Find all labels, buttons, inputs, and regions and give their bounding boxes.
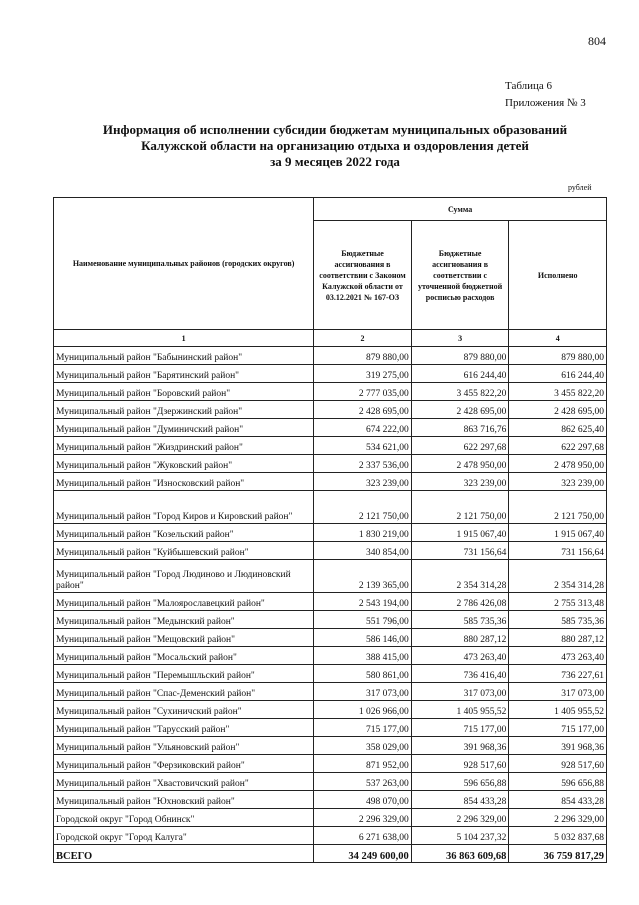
total-budget: 36 863 609,68	[411, 845, 509, 863]
district-name: Муниципальный район "Жиздринский район"	[54, 437, 314, 455]
district-name: Муниципальный район "Хвастовичский район"	[54, 773, 314, 791]
law-amount: 551 796,00	[314, 611, 412, 629]
table-row	[54, 737, 607, 755]
law-amount: 2 121 750,00	[314, 491, 412, 524]
table-row	[54, 524, 607, 542]
header-executed-column: Исполнено	[509, 221, 607, 330]
table-row	[54, 365, 607, 383]
budget-amount: 323 239,00	[411, 473, 509, 491]
law-amount: 871 952,00	[314, 755, 412, 773]
appendix-label: Приложения № 3	[505, 97, 586, 109]
district-name: Муниципальный район "Тарусский район"	[54, 719, 314, 737]
table-row	[54, 542, 607, 560]
table-row	[54, 665, 607, 683]
district-name: Муниципальный район "Дзержинский район"	[54, 401, 314, 419]
executed-amount: 596 656,88	[509, 773, 607, 791]
budget-amount: 622 297,68	[411, 437, 509, 455]
table-row	[54, 611, 607, 629]
budget-amount: 2 296 329,00	[411, 809, 509, 827]
law-amount: 2 428 695,00	[314, 401, 412, 419]
header-sum-group: Сумма	[314, 198, 607, 221]
law-amount: 715 177,00	[314, 719, 412, 737]
executed-amount: 731 156,64	[509, 542, 607, 560]
district-name: Муниципальный район "Спас-Деменский район"	[54, 683, 314, 701]
header-law-column: Бюджетные ассигнования в соответствии с Законом Калужской области от 03.12.2021 № 167-ОЗ	[314, 221, 412, 330]
executed-amount: 5 032 837,68	[509, 827, 607, 845]
budget-amount: 731 156,64	[411, 542, 509, 560]
table-row	[54, 773, 607, 791]
law-amount: 879 880,00	[314, 347, 412, 365]
executed-amount: 736 227,61	[509, 665, 607, 683]
budget-amount: 1 405 955,52	[411, 701, 509, 719]
budget-amount: 5 104 237,32	[411, 827, 509, 845]
district-name: Муниципальный район "Город Киров и Кировский район"	[54, 491, 314, 524]
table-row	[54, 473, 607, 491]
table-row	[54, 791, 607, 809]
table-row	[54, 719, 607, 737]
law-amount: 358 029,00	[314, 737, 412, 755]
table-row	[54, 629, 607, 647]
executed-amount: 1 915 067,40	[509, 524, 607, 542]
table-row	[54, 560, 607, 593]
law-amount: 2 777 035,00	[314, 383, 412, 401]
law-amount: 1 830 219,00	[314, 524, 412, 542]
executed-amount: 862 625,40	[509, 419, 607, 437]
table-row	[54, 401, 607, 419]
executed-amount: 3 455 822,20	[509, 383, 607, 401]
executed-amount: 317 073,00	[509, 683, 607, 701]
title-line: Калужской области на организацию отдыха и оздоровления детей	[141, 138, 529, 153]
table-row	[54, 491, 607, 524]
table-row	[54, 827, 607, 845]
budget-amount: 596 656,88	[411, 773, 509, 791]
table-row	[54, 701, 607, 719]
executed-amount: 715 177,00	[509, 719, 607, 737]
executed-amount: 391 968,36	[509, 737, 607, 755]
budget-amount: 585 735,36	[411, 611, 509, 629]
table-label: Таблица 6	[505, 80, 553, 92]
subsidy-table	[53, 197, 607, 863]
budget-amount: 317 073,00	[411, 683, 509, 701]
table-row	[54, 455, 607, 473]
table-row	[54, 383, 607, 401]
column-index: 4	[509, 330, 607, 347]
title-line: Информация об исполнении субсидии бюджетам муниципальных образований	[102, 122, 568, 137]
executed-amount: 854 433,28	[509, 791, 607, 809]
budget-amount: 2 478 950,00	[411, 455, 509, 473]
table-row	[54, 683, 607, 701]
law-amount: 388 415,00	[314, 647, 412, 665]
column-index: 2	[314, 330, 412, 347]
executed-amount: 616 244,40	[509, 365, 607, 383]
table-row	[54, 755, 607, 773]
district-name: Муниципальный район "Барятинский район"	[54, 365, 314, 383]
district-name: Муниципальный район "Мосальский район"	[54, 647, 314, 665]
district-name: Муниципальный район "Думиничский район"	[54, 419, 314, 437]
total-law: 34 249 600,00	[314, 845, 412, 863]
budget-amount: 715 177,00	[411, 719, 509, 737]
budget-amount: 2 121 750,00	[411, 491, 509, 524]
law-amount: 1 026 966,00	[314, 701, 412, 719]
law-amount: 317 073,00	[314, 683, 412, 701]
executed-amount: 585 735,36	[509, 611, 607, 629]
budget-amount: 473 263,40	[411, 647, 509, 665]
district-name: Муниципальный район "Износковский район"	[54, 473, 314, 491]
district-name: Муниципальный район "Малоярославецкий район"	[54, 593, 314, 611]
law-amount: 580 861,00	[314, 665, 412, 683]
law-amount: 340 854,00	[314, 542, 412, 560]
table-row	[54, 419, 607, 437]
district-name: Муниципальный район "Перемышльский район"	[54, 665, 314, 683]
law-amount: 323 239,00	[314, 473, 412, 491]
district-name: Муниципальный район "Жуковский район"	[54, 455, 314, 473]
document-title	[60, 122, 610, 170]
table-row	[54, 347, 607, 365]
units-label: рублей	[568, 183, 592, 192]
district-name: Муниципальный район "Сухиничский район"	[54, 701, 314, 719]
budget-amount: 391 968,36	[411, 737, 509, 755]
executed-amount: 323 239,00	[509, 473, 607, 491]
budget-amount: 2 786 426,08	[411, 593, 509, 611]
law-amount: 2 543 194,00	[314, 593, 412, 611]
law-amount: 2 337 536,00	[314, 455, 412, 473]
district-name: Муниципальный район "Юхновский район"	[54, 791, 314, 809]
budget-amount: 2 428 695,00	[411, 401, 509, 419]
total-label: ВСЕГО	[54, 845, 314, 863]
executed-amount: 2 478 950,00	[509, 455, 607, 473]
district-name: Муниципальный район "Бабынинский район"	[54, 347, 314, 365]
law-amount: 6 271 638,00	[314, 827, 412, 845]
total-row	[54, 845, 607, 863]
header-name-column: Наименование муниципальных районов (городских округов)	[54, 198, 314, 330]
executed-amount: 473 263,40	[509, 647, 607, 665]
title-line: за 9 месяцев 2022 года	[270, 154, 400, 169]
budget-amount: 3 455 822,20	[411, 383, 509, 401]
column-index: 1	[54, 330, 314, 347]
table-body	[54, 347, 607, 845]
table-row	[54, 593, 607, 611]
executed-amount: 880 287,12	[509, 629, 607, 647]
budget-amount: 880 287,12	[411, 629, 509, 647]
executed-amount: 2 428 695,00	[509, 401, 607, 419]
executed-amount: 622 297,68	[509, 437, 607, 455]
law-amount: 2 139 365,00	[314, 560, 412, 593]
budget-amount: 736 416,40	[411, 665, 509, 683]
page-number: 804	[588, 34, 606, 48]
executed-amount: 2 354 314,28	[509, 560, 607, 593]
district-name: Муниципальный район "Ферзиковский район"	[54, 755, 314, 773]
district-name: Городской округ "Город Калуга"	[54, 827, 314, 845]
budget-amount: 2 354 314,28	[411, 560, 509, 593]
table-row	[54, 809, 607, 827]
column-index: 3	[411, 330, 509, 347]
district-name: Муниципальный район "Медынский район"	[54, 611, 314, 629]
law-amount: 319 275,00	[314, 365, 412, 383]
executed-amount: 2 296 329,00	[509, 809, 607, 827]
law-amount: 498 070,00	[314, 791, 412, 809]
district-name: Муниципальный район "Город Людиново и Людиновский район"	[54, 560, 314, 593]
law-amount: 537 263,00	[314, 773, 412, 791]
district-name: Городской округ "Город Обнинск"	[54, 809, 314, 827]
table-row	[54, 647, 607, 665]
budget-amount: 879 880,00	[411, 347, 509, 365]
law-amount: 2 296 329,00	[314, 809, 412, 827]
district-name: Муниципальный район "Козельский район"	[54, 524, 314, 542]
law-amount: 674 222,00	[314, 419, 412, 437]
budget-amount: 928 517,60	[411, 755, 509, 773]
executed-amount: 879 880,00	[509, 347, 607, 365]
budget-amount: 863 716,76	[411, 419, 509, 437]
district-name: Муниципальный район "Куйбышевский район"	[54, 542, 314, 560]
budget-amount: 616 244,40	[411, 365, 509, 383]
law-amount: 534 621,00	[314, 437, 412, 455]
district-name: Муниципальный район "Боровский район"	[54, 383, 314, 401]
executed-amount: 1 405 955,52	[509, 701, 607, 719]
budget-amount: 854 433,28	[411, 791, 509, 809]
executed-amount: 2 121 750,00	[509, 491, 607, 524]
header-budget-column: Бюджетные ассигнования в соответствии с уточненной бюджетной росписью расходов	[411, 221, 509, 330]
total-executed: 36 759 817,29	[509, 845, 607, 863]
district-name: Муниципальный район "Мещовский район"	[54, 629, 314, 647]
executed-amount: 928 517,60	[509, 755, 607, 773]
table-row	[54, 437, 607, 455]
law-amount: 586 146,00	[314, 629, 412, 647]
executed-amount: 2 755 313,48	[509, 593, 607, 611]
budget-amount: 1 915 067,40	[411, 524, 509, 542]
district-name: Муниципальный район "Ульяновский район"	[54, 737, 314, 755]
